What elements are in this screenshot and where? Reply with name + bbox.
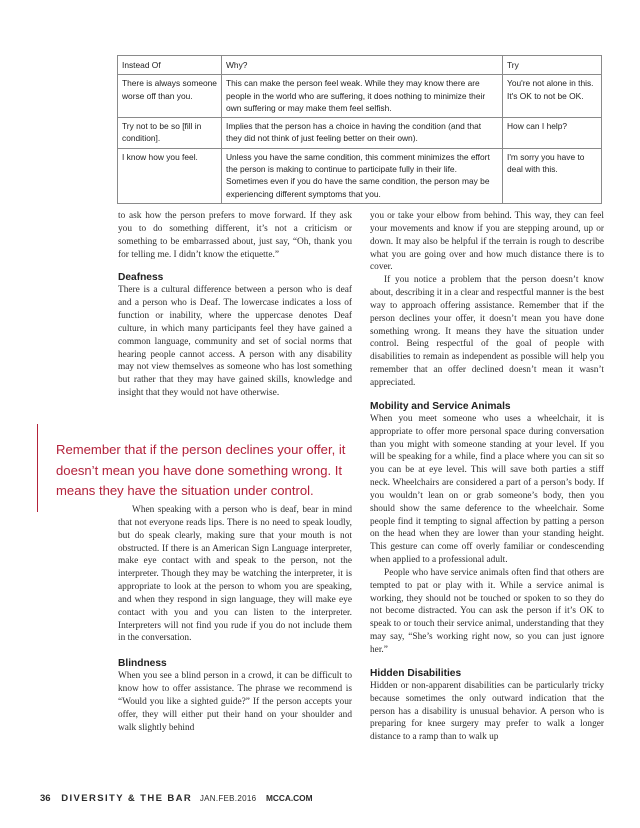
column-header-try: Try — [503, 56, 602, 75]
right-column — [370, 210, 604, 744]
page-footer — [40, 793, 313, 804]
table-row — [118, 118, 602, 149]
website-link[interactable]: MCCA.COM — [265, 793, 313, 803]
body-paragraph: you or take your elbow from behind. This way, they can feel your movements and know if you are stepping around, up or down. It may also be helpful if the terrain is rough to describe what you are going over and how much distance there is to cover. — [370, 211, 604, 273]
body-paragraph: When you see a blind person in a crowd, it can be difficult to know how to offer assistance. The phrase we recommend is “Would you like a sighted guide?” If the person accepts your offer, they will either put their hand on your shoulder and walk slightly behind — [118, 671, 352, 733]
body-paragraph: When speaking with a person who is deaf, bear in mind that not everyone reads lips. There is no need to speak loudly, but do speak clearly, making sure that your mouth is not obstructed. If there is an American Sign Language interpreter, make eye contact with and speak to the person, not the interpreter. Though they may be watching the interpreter, it is appropriate to look at the person to whom you are speaking, and when they respond in sign language, they will make eye contact with you and you can listen to the interpreter. Interpreters will not find you rude if you do not include them in the conversation. — [118, 504, 352, 644]
table-cell-why: Unless you have the same condition, this comment minimizes the effort the person is making to continue to participate fully in their life. Sometimes even if you do have the same condition, the person may be experiencing different symptoms that you. — [222, 148, 503, 203]
table-cell-try: I'm sorry you have to deal with this. — [503, 148, 602, 203]
table-cell-why: This can make the person feel weak. While they may know there are people in the world who are suffering, it does nothing to minimize their own suffering or may make them feel selfish. — [222, 75, 503, 118]
body-paragraph: to ask how the person prefers to move forward. If they ask you to do something different, it’s not a criticism or something to be embarrassed about, just say, “Oh, thank you for telling me. I didn’t know the etiquette.” — [118, 211, 352, 260]
table-row — [118, 75, 602, 118]
section-heading-mobility: Mobility and Service Animals — [370, 400, 511, 412]
table-cell-instead: I know how you feel. — [118, 148, 222, 203]
section-heading-blindness: Blindness — [118, 658, 167, 670]
section-heading-hidden-disabilities: Hidden Disabilities — [370, 667, 462, 679]
body-paragraph: If you notice a problem that the person doesn’t know about, describing it in a clear and respectful manner is the best way to approach offering assistance. Remember that if the person declines your offer, it doesn’t mean you have done something wrong. It means they have the situation under control. Being respectful of the goal of people with disabilities to remain as independent as possible will help you remember that an offer declined doesn’t mean it wasn’t appreciated. — [370, 275, 604, 388]
body-paragraph: When you meet someone who uses a wheelchair, it is appropriate to offer more personal space during conversation than you might with someone standing at your level. If you will be speaking for a while, find a place where you can sit so you can be at eye level. This will save both parties a stiff neck. Wheelchairs are considered a part of a person’s body. If you wouldn’t lean on or grab someone’s body, then you should show the same deference to the wheelchair. Some people find it tempting to signal affection by patting a person on the head when they are lower than your standing height. This gesture can come off overly familiar or condescending when applied to a professional adult. — [370, 413, 604, 566]
page-number: 36 — [40, 793, 51, 804]
column-header-why: Why? — [222, 56, 503, 75]
table-cell-try: You're not alone in this. It's OK to not be OK. — [503, 75, 602, 118]
issue-date: JAN.FEB.2016 — [199, 794, 257, 803]
section-heading-deafness: Deafness — [118, 272, 164, 284]
body-paragraph: Hidden or non-apparent disabilities can be particularly tricky because sometimes the only outward indication that the person has a disability is unusual behavior. A person who is preparing for knee surgery may prefer to walk a longer distance to a ramp than to walk up — [370, 680, 604, 743]
table-cell-try: How can I help? — [503, 118, 602, 149]
table-cell-instead: There is always someone worse off than you. — [118, 75, 222, 118]
table-cell-why: Implies that the person has a choice in having the condition (and that they did not think of just feeling better on their own). — [222, 118, 503, 149]
pull-quote-rule — [37, 424, 38, 512]
guidance-table — [117, 55, 602, 204]
pull-quote: Remember that if the person declines your offer, it doesn’t mean you have done something wrong. It means they have the situation under control. — [56, 442, 346, 498]
table-header-row — [118, 56, 602, 75]
column-header-instead-of: Instead Of — [118, 56, 222, 75]
table-row — [118, 148, 602, 203]
body-paragraph: People who have service animals often find that others are tempted to pat or play with it. While a service animal is working, they should not be touched or spoken to so they do not become distracted. You can ask the person if it’s OK to speak to or touch their service animal, understanding that they may say, “She’s working right now, so you can just ignore her.” — [370, 567, 604, 655]
magazine-title: DIVERSITY & THE BAR — [61, 793, 193, 804]
body-paragraph: There is a cultural difference between a person who is deaf and a person who is Deaf. The lowercase indicates a loss of function or inability, where the uppercase denotes Deaf culture, in which many participants feel they have gained a common language, community and set of social norms that hearing people cannot access. A person with any disability may not view themselves as someone who has lost something but rather that they may have gained skills, knowledge and insight that they would not have otherwise. — [118, 285, 352, 399]
table-cell-instead: Try not to be so [fill in condition]. — [118, 118, 222, 149]
